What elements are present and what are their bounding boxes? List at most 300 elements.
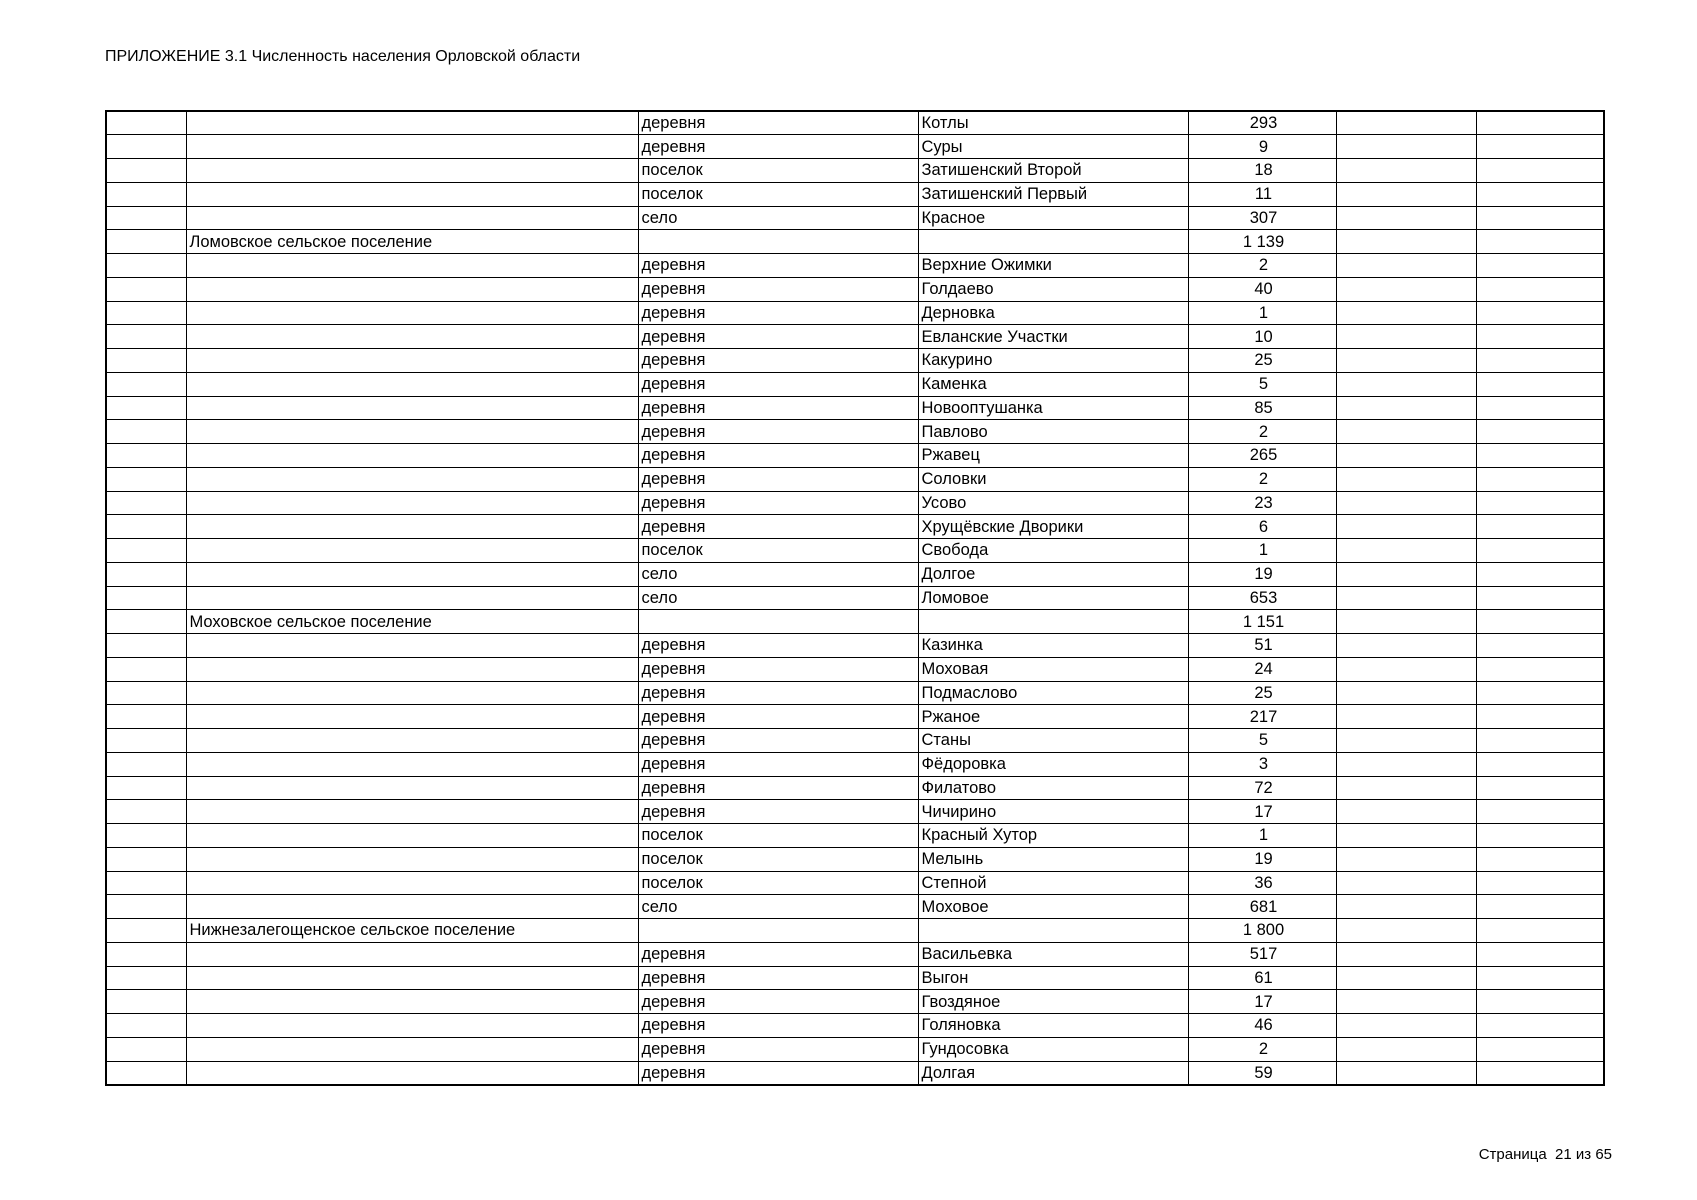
cell-empty <box>1336 182 1476 206</box>
cell-name: Долгая <box>918 1061 1188 1085</box>
cell-name: Станы <box>918 729 1188 753</box>
cell-population: 19 <box>1188 562 1336 586</box>
table-row <box>106 1014 1604 1038</box>
cell-index <box>106 491 186 515</box>
cell-population: 1 <box>1188 301 1336 325</box>
table-row <box>106 966 1604 990</box>
cell-type: деревня <box>638 277 918 301</box>
cell-empty <box>1336 491 1476 515</box>
cell-empty <box>1336 444 1476 468</box>
cell-index <box>106 420 186 444</box>
cell-empty <box>1336 135 1476 159</box>
cell-name: Ржаное <box>918 705 1188 729</box>
cell-population: 61 <box>1188 966 1336 990</box>
cell-index <box>106 539 186 563</box>
cell-population: 23 <box>1188 491 1336 515</box>
cell-empty <box>1336 206 1476 230</box>
cell-empty <box>1476 919 1604 943</box>
cell-index <box>106 942 186 966</box>
cell-type: село <box>638 895 918 919</box>
cell-empty <box>1476 942 1604 966</box>
table-row <box>106 491 1604 515</box>
cell-empty <box>1336 634 1476 658</box>
cell-empty <box>1336 1014 1476 1038</box>
cell-settlement <box>186 1037 638 1061</box>
cell-index <box>106 562 186 586</box>
cell-population: 1 <box>1188 539 1336 563</box>
cell-empty <box>1476 301 1604 325</box>
cell-settlement <box>186 467 638 491</box>
cell-population: 25 <box>1188 681 1336 705</box>
cell-name: Новооптушанка <box>918 396 1188 420</box>
cell-empty <box>1336 919 1476 943</box>
cell-index <box>106 182 186 206</box>
cell-empty <box>1336 800 1476 824</box>
cell-name: Хрущёвские Дворики <box>918 515 1188 539</box>
cell-index <box>106 301 186 325</box>
cell-empty <box>1476 515 1604 539</box>
cell-empty <box>1476 657 1604 681</box>
table-row <box>106 349 1604 373</box>
cell-type: деревня <box>638 135 918 159</box>
cell-settlement <box>186 159 638 183</box>
cell-index <box>106 752 186 776</box>
table-row <box>106 325 1604 349</box>
cell-type: деревня <box>638 752 918 776</box>
cell-index <box>106 206 186 230</box>
table-row <box>106 729 1604 753</box>
cell-population: 1 151 <box>1188 610 1336 634</box>
cell-type: деревня <box>638 990 918 1014</box>
table-row <box>106 705 1604 729</box>
cell-name: Степной <box>918 871 1188 895</box>
cell-name: Котлы <box>918 111 1188 135</box>
cell-empty <box>1476 325 1604 349</box>
cell-empty <box>1476 467 1604 491</box>
cell-name: Каменка <box>918 372 1188 396</box>
cell-empty <box>1336 681 1476 705</box>
table-row <box>106 562 1604 586</box>
cell-type: деревня <box>638 705 918 729</box>
cell-empty <box>1336 159 1476 183</box>
cell-name: Затишенский Первый <box>918 182 1188 206</box>
cell-settlement <box>186 1061 638 1085</box>
cell-empty <box>1336 301 1476 325</box>
cell-index <box>106 705 186 729</box>
table-row <box>106 277 1604 301</box>
table-row-settlement <box>106 919 1604 943</box>
cell-index <box>106 1061 186 1085</box>
cell-empty <box>1476 372 1604 396</box>
cell-empty <box>1476 729 1604 753</box>
cell-population: 85 <box>1188 396 1336 420</box>
cell-population: 11 <box>1188 182 1336 206</box>
cell-empty <box>1336 776 1476 800</box>
cell-type: деревня <box>638 515 918 539</box>
cell-name: Васильевка <box>918 942 1188 966</box>
cell-empty <box>1336 539 1476 563</box>
cell-index <box>106 349 186 373</box>
cell-population: 17 <box>1188 990 1336 1014</box>
table-row <box>106 776 1604 800</box>
table-row-settlement <box>106 230 1604 254</box>
cell-name: Моховая <box>918 657 1188 681</box>
cell-empty <box>1476 230 1604 254</box>
cell-empty <box>1336 325 1476 349</box>
cell-empty <box>1476 871 1604 895</box>
cell-settlement <box>186 301 638 325</box>
cell-population: 24 <box>1188 657 1336 681</box>
cell-empty <box>1476 277 1604 301</box>
table-row <box>106 1061 1604 1085</box>
cell-index <box>106 729 186 753</box>
table-row <box>106 634 1604 658</box>
cell-population: 293 <box>1188 111 1336 135</box>
cell-population: 2 <box>1188 420 1336 444</box>
cell-name: Фёдоровка <box>918 752 1188 776</box>
cell-empty <box>1476 966 1604 990</box>
cell-name: Филатово <box>918 776 1188 800</box>
cell-settlement <box>186 990 638 1014</box>
cell-type: деревня <box>638 942 918 966</box>
cell-name: Подмаслово <box>918 681 1188 705</box>
table-row <box>106 372 1604 396</box>
cell-population: 517 <box>1188 942 1336 966</box>
table-row <box>106 990 1604 1014</box>
cell-empty <box>1476 681 1604 705</box>
cell-type: деревня <box>638 491 918 515</box>
cell-empty <box>1476 111 1604 135</box>
cell-population: 25 <box>1188 349 1336 373</box>
cell-type: деревня <box>638 254 918 278</box>
cell-name: Ломовое <box>918 586 1188 610</box>
cell-settlement <box>186 586 638 610</box>
cell-settlement <box>186 824 638 848</box>
cell-index <box>106 871 186 895</box>
cell-settlement <box>186 634 638 658</box>
cell-settlement <box>186 752 638 776</box>
cell-empty <box>1336 1061 1476 1085</box>
cell-type: деревня <box>638 349 918 373</box>
cell-name: Казинка <box>918 634 1188 658</box>
cell-empty <box>1476 159 1604 183</box>
cell-empty <box>1476 1037 1604 1061</box>
cell-population: 653 <box>1188 586 1336 610</box>
cell-type: деревня <box>638 396 918 420</box>
cell-population: 40 <box>1188 277 1336 301</box>
table-row <box>106 206 1604 230</box>
cell-population: 5 <box>1188 729 1336 753</box>
cell-name: Моховое <box>918 895 1188 919</box>
cell-empty <box>1336 349 1476 373</box>
cell-empty <box>1476 586 1604 610</box>
population-table <box>105 110 1605 1086</box>
cell-settlement <box>186 562 638 586</box>
cell-index <box>106 681 186 705</box>
cell-type: деревня <box>638 800 918 824</box>
cell-settlement <box>186 396 638 420</box>
table-row <box>106 444 1604 468</box>
cell-type: поселок <box>638 824 918 848</box>
table-row <box>106 467 1604 491</box>
cell-type: деревня <box>638 301 918 325</box>
cell-type <box>638 919 918 943</box>
cell-empty <box>1336 990 1476 1014</box>
cell-population: 10 <box>1188 325 1336 349</box>
table-row <box>106 942 1604 966</box>
cell-index <box>106 135 186 159</box>
cell-type: село <box>638 586 918 610</box>
cell-empty <box>1336 277 1476 301</box>
cell-settlement <box>186 966 638 990</box>
cell-settlement <box>186 325 638 349</box>
table-row <box>106 871 1604 895</box>
cell-empty <box>1336 230 1476 254</box>
cell-empty <box>1476 1061 1604 1085</box>
table-row <box>106 111 1604 135</box>
cell-name: Затишенский Второй <box>918 159 1188 183</box>
table-row <box>106 420 1604 444</box>
cell-index <box>106 847 186 871</box>
cell-settlement <box>186 729 638 753</box>
table-row <box>106 895 1604 919</box>
cell-empty <box>1476 776 1604 800</box>
cell-empty <box>1476 206 1604 230</box>
cell-type: поселок <box>638 871 918 895</box>
cell-name: Ржавец <box>918 444 1188 468</box>
cell-empty <box>1476 349 1604 373</box>
cell-settlement <box>186 1014 638 1038</box>
cell-name: Гвоздяное <box>918 990 1188 1014</box>
table-row <box>106 159 1604 183</box>
cell-type: поселок <box>638 847 918 871</box>
cell-empty <box>1336 372 1476 396</box>
cell-settlement <box>186 372 638 396</box>
cell-empty <box>1336 824 1476 848</box>
cell-population: 2 <box>1188 467 1336 491</box>
cell-type: деревня <box>638 681 918 705</box>
cell-population: 9 <box>1188 135 1336 159</box>
cell-population: 217 <box>1188 705 1336 729</box>
cell-index <box>106 1014 186 1038</box>
cell-population: 17 <box>1188 800 1336 824</box>
cell-type: деревня <box>638 657 918 681</box>
cell-index <box>106 966 186 990</box>
table-row <box>106 515 1604 539</box>
cell-empty <box>1336 562 1476 586</box>
cell-settlement <box>186 681 638 705</box>
cell-empty <box>1336 705 1476 729</box>
cell-name: Голяновка <box>918 1014 1188 1038</box>
cell-name: Мелынь <box>918 847 1188 871</box>
cell-empty <box>1476 444 1604 468</box>
cell-population: 6 <box>1188 515 1336 539</box>
cell-settlement <box>186 942 638 966</box>
cell-index <box>106 159 186 183</box>
cell-empty <box>1476 491 1604 515</box>
cell-name: Какурино <box>918 349 1188 373</box>
cell-name: Красный Хутор <box>918 824 1188 848</box>
cell-type: поселок <box>638 539 918 563</box>
cell-type: деревня <box>638 776 918 800</box>
cell-name: Верхние Ожимки <box>918 254 1188 278</box>
table-row <box>106 800 1604 824</box>
cell-settlement: Ломовское сельское поселение <box>186 230 638 254</box>
cell-index <box>106 372 186 396</box>
cell-population: 46 <box>1188 1014 1336 1038</box>
cell-name <box>918 610 1188 634</box>
cell-name: Евланские Участки <box>918 325 1188 349</box>
table-row <box>106 396 1604 420</box>
cell-index <box>106 277 186 301</box>
cell-index <box>106 254 186 278</box>
cell-empty <box>1336 610 1476 634</box>
cell-type: деревня <box>638 1014 918 1038</box>
cell-index <box>106 111 186 135</box>
cell-settlement <box>186 111 638 135</box>
cell-population: 2 <box>1188 254 1336 278</box>
cell-population: 307 <box>1188 206 1336 230</box>
page-title: ПРИЛОЖЕНИЕ 3.1 Численность населения Орловской области <box>105 48 581 65</box>
cell-empty <box>1336 254 1476 278</box>
cell-settlement <box>186 515 638 539</box>
cell-type: деревня <box>638 467 918 491</box>
table-row <box>106 182 1604 206</box>
cell-index <box>106 396 186 420</box>
cell-empty <box>1476 396 1604 420</box>
cell-settlement <box>186 539 638 563</box>
table-row <box>106 1037 1604 1061</box>
cell-empty <box>1336 752 1476 776</box>
cell-population: 265 <box>1188 444 1336 468</box>
cell-settlement: Нижнезалегощенское сельское поселение <box>186 919 638 943</box>
cell-name: Суры <box>918 135 1188 159</box>
cell-settlement <box>186 444 638 468</box>
cell-name <box>918 230 1188 254</box>
cell-type <box>638 230 918 254</box>
cell-population: 36 <box>1188 871 1336 895</box>
cell-index <box>106 776 186 800</box>
cell-population: 19 <box>1188 847 1336 871</box>
cell-empty <box>1336 586 1476 610</box>
cell-index <box>106 657 186 681</box>
cell-settlement <box>186 705 638 729</box>
cell-name: Красное <box>918 206 1188 230</box>
cell-settlement <box>186 491 638 515</box>
cell-population: 1 800 <box>1188 919 1336 943</box>
cell-empty <box>1476 610 1604 634</box>
cell-type <box>638 610 918 634</box>
table-body <box>106 111 1604 1085</box>
cell-settlement <box>186 420 638 444</box>
table-row <box>106 657 1604 681</box>
cell-empty <box>1336 111 1476 135</box>
cell-empty <box>1336 396 1476 420</box>
cell-name: Усово <box>918 491 1188 515</box>
cell-type: село <box>638 206 918 230</box>
cell-name: Гундосовка <box>918 1037 1188 1061</box>
cell-population: 1 139 <box>1188 230 1336 254</box>
cell-name: Свобода <box>918 539 1188 563</box>
cell-empty <box>1336 847 1476 871</box>
cell-settlement <box>186 206 638 230</box>
cell-index <box>106 824 186 848</box>
cell-empty <box>1476 562 1604 586</box>
cell-empty <box>1476 182 1604 206</box>
cell-type: деревня <box>638 420 918 444</box>
cell-settlement <box>186 871 638 895</box>
cell-name: Дерновка <box>918 301 1188 325</box>
cell-empty <box>1476 824 1604 848</box>
table-row-settlement <box>106 610 1604 634</box>
cell-settlement <box>186 182 638 206</box>
cell-index <box>106 990 186 1014</box>
cell-empty <box>1336 420 1476 444</box>
cell-index <box>106 444 186 468</box>
cell-settlement <box>186 349 638 373</box>
cell-settlement <box>186 847 638 871</box>
cell-population: 5 <box>1188 372 1336 396</box>
cell-index <box>106 467 186 491</box>
cell-settlement <box>186 135 638 159</box>
cell-empty <box>1336 657 1476 681</box>
cell-empty <box>1476 752 1604 776</box>
cell-index <box>106 634 186 658</box>
cell-index <box>106 919 186 943</box>
table-row <box>106 254 1604 278</box>
cell-population: 681 <box>1188 895 1336 919</box>
table-row <box>106 681 1604 705</box>
cell-settlement <box>186 277 638 301</box>
cell-empty <box>1336 1037 1476 1061</box>
cell-index <box>106 610 186 634</box>
cell-settlement: Моховское сельское поселение <box>186 610 638 634</box>
cell-settlement <box>186 254 638 278</box>
cell-index <box>106 586 186 610</box>
table-row <box>106 586 1604 610</box>
cell-settlement <box>186 800 638 824</box>
cell-name: Чичирино <box>918 800 1188 824</box>
table-row <box>106 752 1604 776</box>
cell-empty <box>1476 990 1604 1014</box>
cell-empty <box>1476 847 1604 871</box>
cell-population: 51 <box>1188 634 1336 658</box>
cell-type: деревня <box>638 325 918 349</box>
cell-name: Соловки <box>918 467 1188 491</box>
cell-empty <box>1336 966 1476 990</box>
cell-empty <box>1476 254 1604 278</box>
page-number: Страница 21 из 65 <box>1478 1146 1612 1163</box>
cell-empty <box>1476 634 1604 658</box>
cell-empty <box>1476 135 1604 159</box>
cell-population: 72 <box>1188 776 1336 800</box>
cell-empty <box>1476 420 1604 444</box>
table-row <box>106 135 1604 159</box>
cell-empty <box>1336 942 1476 966</box>
table-row <box>106 539 1604 563</box>
cell-type: село <box>638 562 918 586</box>
cell-empty <box>1336 895 1476 919</box>
table-row <box>106 301 1604 325</box>
cell-type: поселок <box>638 182 918 206</box>
cell-name <box>918 919 1188 943</box>
cell-empty <box>1336 515 1476 539</box>
cell-population: 18 <box>1188 159 1336 183</box>
cell-empty <box>1476 705 1604 729</box>
cell-name: Выгон <box>918 966 1188 990</box>
cell-type: деревня <box>638 634 918 658</box>
cell-type: деревня <box>638 1037 918 1061</box>
